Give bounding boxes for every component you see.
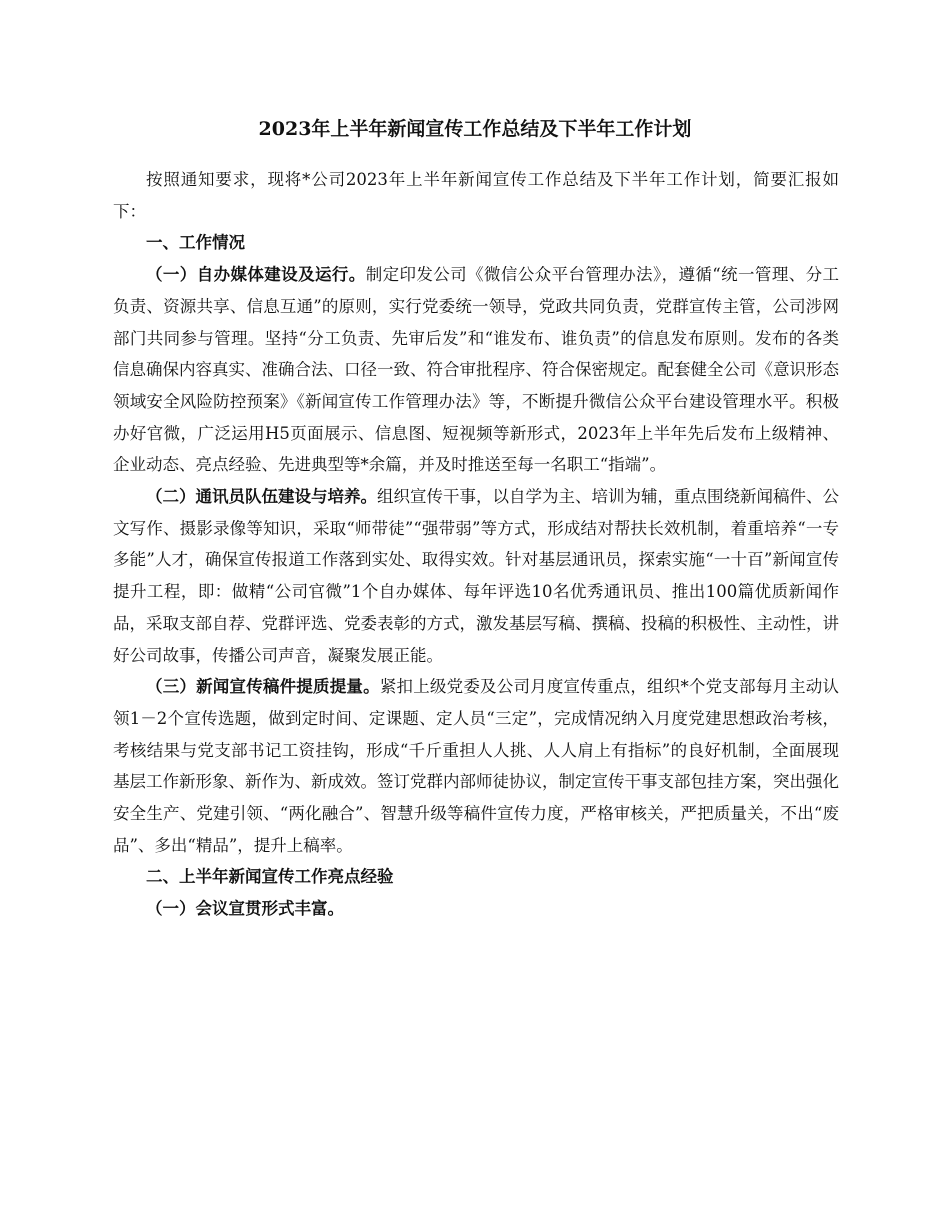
intro-paragraph: 按照通知要求，现将*公司2023年上半年新闻宣传工作总结及下半年工作计划，简要汇报如下： bbox=[113, 170, 839, 221]
section-2-heading: 二、上半年新闻宣传工作亮点经验 bbox=[146, 867, 394, 887]
section-1-item-3-text: 紧扣上级党委及公司月度宣传重点，组织*个党支部每月主动认领1－2个宣传选题，做到定时间、定课题、定人员“三定”，完成情况纳入月度党建思想政治考核，考核结果与党支部书记工资挂钩，形成“千斤重担人人挑、人人肩上有指标”的良好机制，全面展现基层工作新形象、新作为、新成效。签订党群内部师徒协议，制定宣传干事支部包挂方案，突出强化安全生产、党建引领、“两化融合”、智慧升级等稿件宣传力度，严格审核关，严把质量关，不出“废品”、多出“精品”，提升上稿率。 bbox=[113, 677, 840, 855]
section-1-item-2-paragraph bbox=[113, 481, 839, 671]
section-2-item-1-heading: （一）会议宣贯形式丰富。 bbox=[146, 899, 344, 919]
document-title: 2023年上半年新闻宣传工作总结及下半年工作计划 bbox=[258, 118, 692, 140]
section-1-item-1-lead: （一）自办媒体建设及运行。 bbox=[146, 265, 366, 285]
section-1-item-2-text: 组织宣传干事，以自学为主、培训为辅，重点围绕新闻稿件、公文写作、摄影录像等知识，采取“师带徒”“强带弱”等方式，形成结对帮扶长效机制，着重培养“一专多能”人才，确保宣传报道工作落到实处、取得实效。针对基层通讯员，探索实施“一十百”新闻宣传提升工程，即：做精“公司官微”1个自办媒体、每年评选10名优秀通讯员、推出100篇优质新闻作品，采取支部自荐、党群评选、党委表彰的方式，激发基层写稿、撰稿、投稿的积极性、主动性，讲好公司故事，传播公司声音，凝聚发展正能。 bbox=[113, 487, 839, 665]
section-1-item-2-lead: （二）通讯员队伍建设与培养。 bbox=[146, 487, 377, 507]
section-1-item-1-text: 制定印发公司《微信公众平台管理办法》，遵循“统一管理、分工负责、资源共享、信息互通”的原则，实行党委统一领导，党政共同负责，党群宣传主管，公司涉网部门共同参与管理。坚持“分工负责、先审后发”和“谁发布、谁负责”的信息发布原则。发布的各类信息确保内容真实、准确合法、口径一致、符合审批程序、符合保密规定。配套健全公司《意识形态领域安全风险防控预案》《新闻宣传工作管理办法》等，不断提升微信公众平台建设管理水平。积极办好官微，广泛运用H5页面展示、信息图、短视频等新形式，2023年上半年先后发布上级精神、企业动态、亮点经验、先进典型等*余篇，并及时推送至每一名职工“指端”。 bbox=[113, 265, 840, 475]
section-1-item-3-paragraph bbox=[113, 671, 839, 861]
section-1-item-3-lead: （三）新闻宣传稿件提质提量。 bbox=[146, 677, 380, 697]
section-1-heading: 一、工作情况 bbox=[146, 233, 245, 253]
document-body bbox=[113, 164, 839, 925]
section-1-item-1-paragraph bbox=[113, 259, 839, 481]
